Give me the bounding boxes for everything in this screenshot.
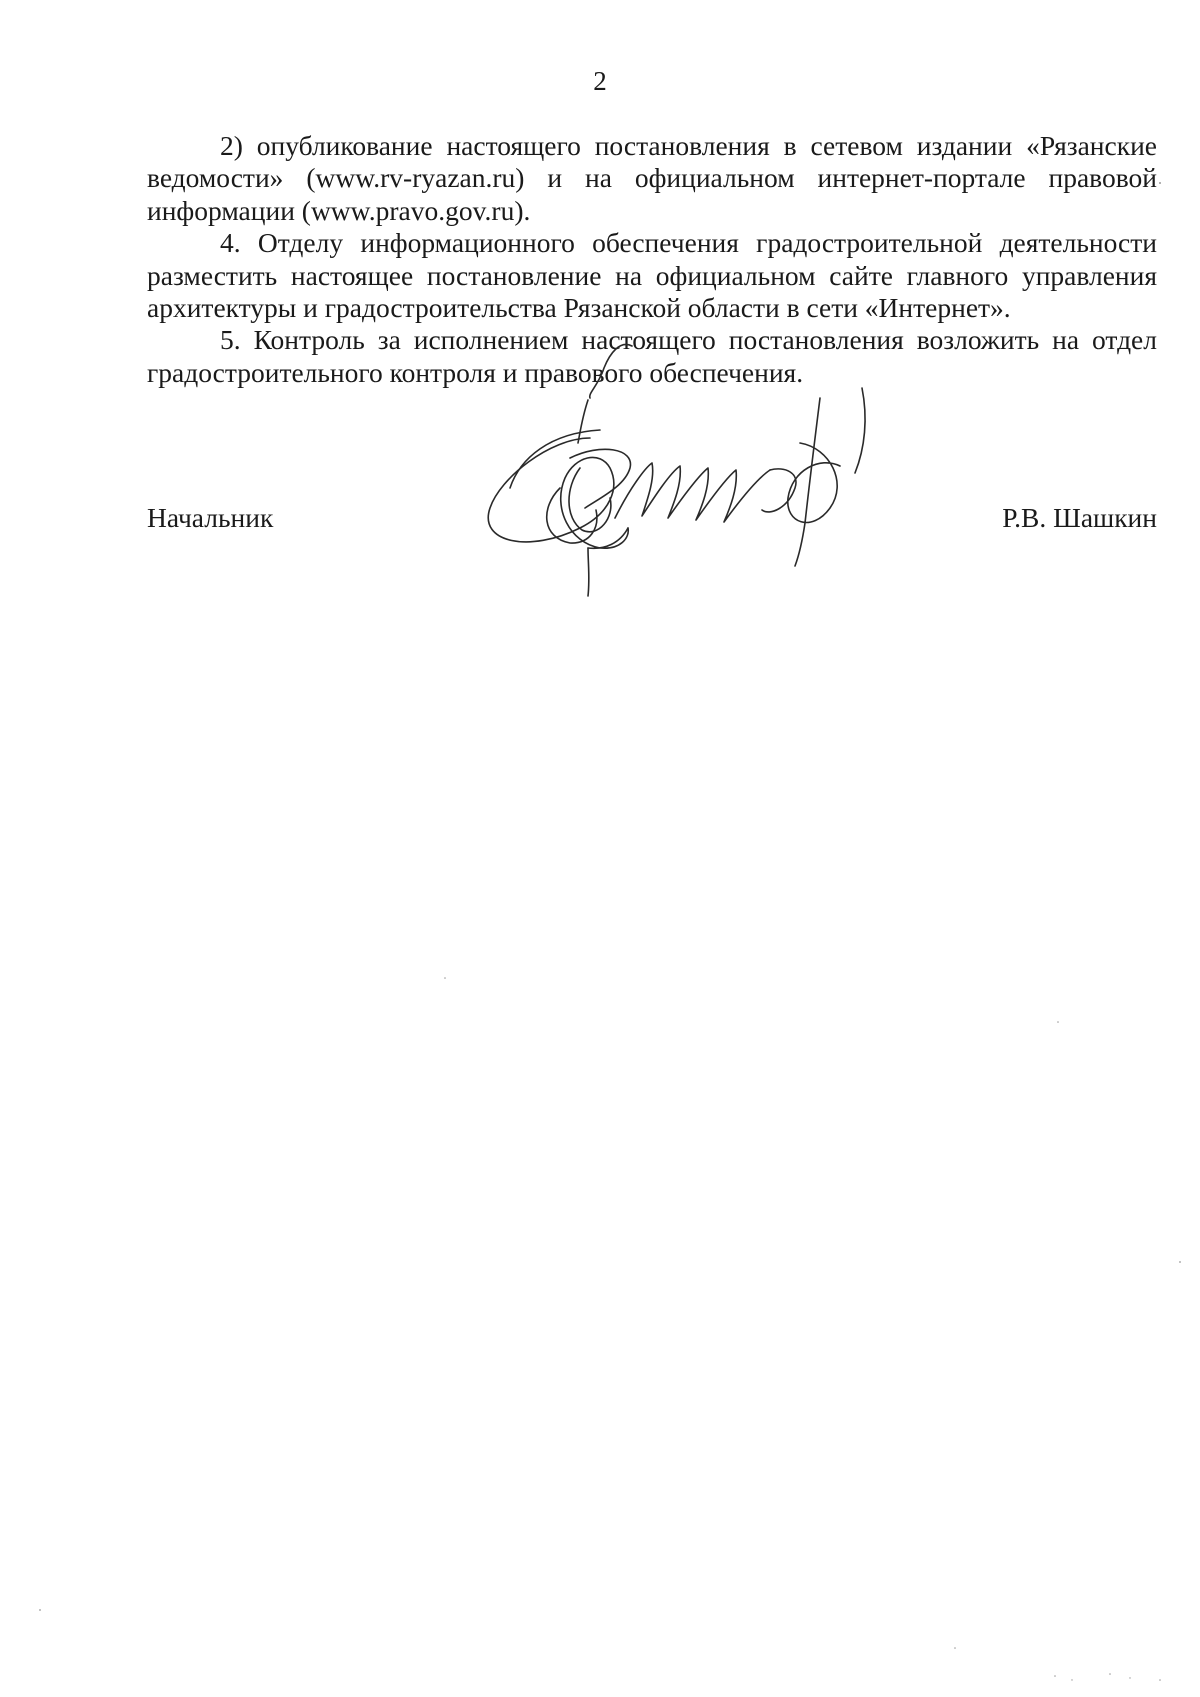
paragraph-control: 5. Контроль за исполнением настоящего постановления возложить на отдел градостроительного контроля и правового обеспечения. (147, 324, 1157, 388)
document-body (147, 130, 1157, 389)
page-number: 2 (593, 66, 607, 96)
paragraph-website-placement: 4. Отделу информационного обеспечения градостроительной деятельности разместить настоящее постановление на официальном сайте главного управления архитектуры и градостроительства Рязанской области в сети «Интернет». (147, 227, 1157, 324)
signer-title: Начальник (147, 502, 274, 533)
signer-name: Р.В. Шашкин (1002, 502, 1157, 533)
paragraph-publication: 2) опубликование настоящего постановления в сетевом издании «Рязанские ведомости» (www.rv-ryazan.ru) и на официальном интернет-портале правовой информации (www.pravo.gov.ru). (147, 130, 1157, 226)
signature-block (147, 500, 1157, 536)
